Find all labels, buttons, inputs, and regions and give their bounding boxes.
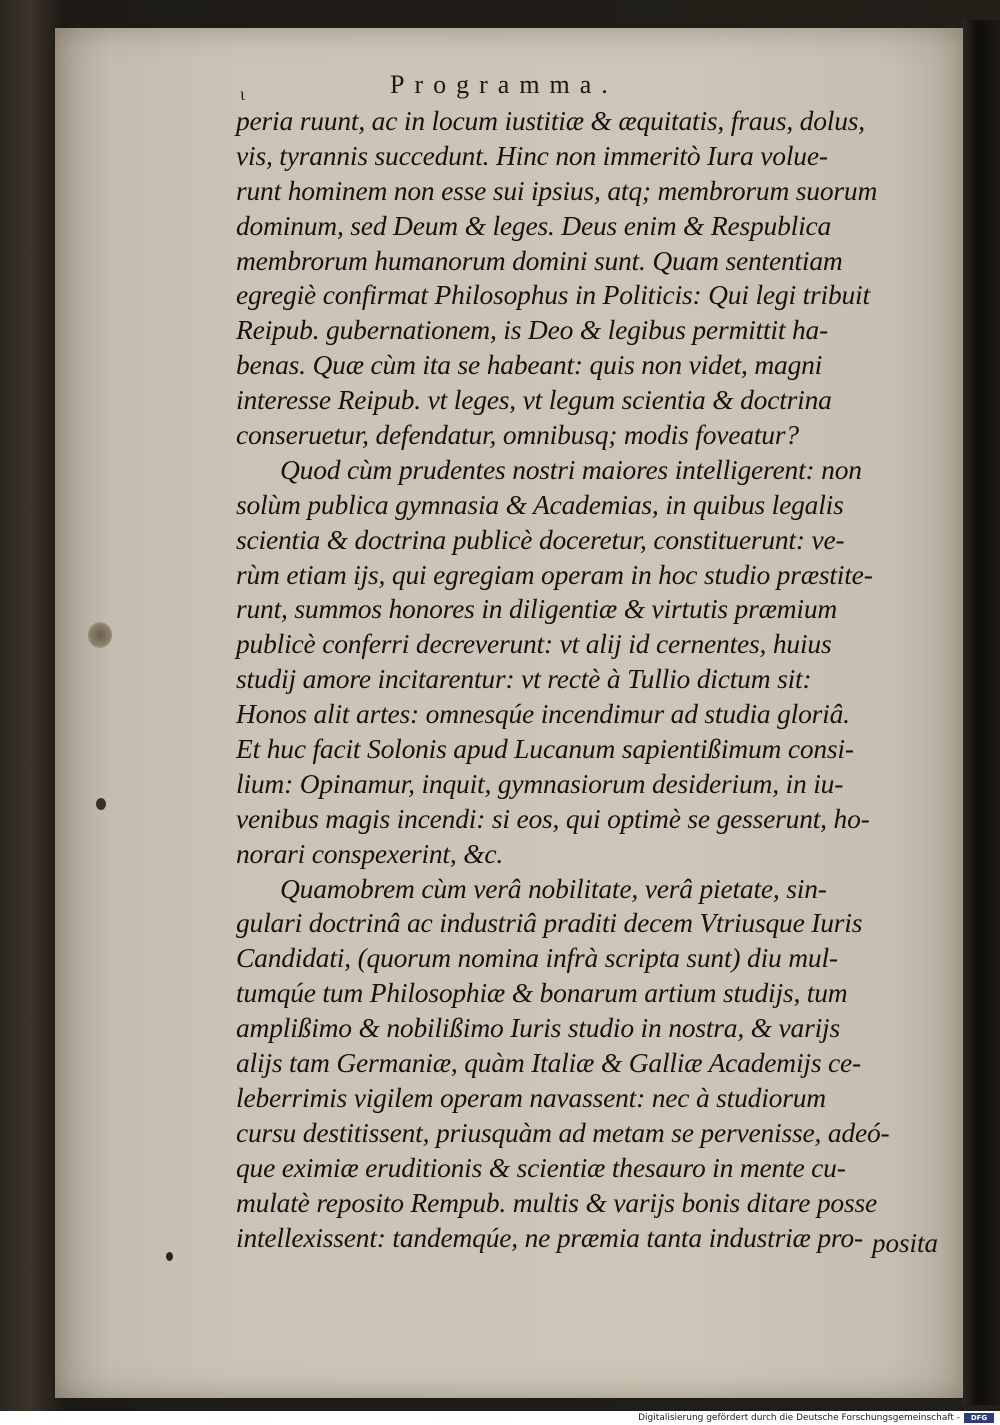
catchword: posita	[872, 1228, 939, 1258]
text-line: cursu destitissent, priusquàm ad metam se pervenisse, adeó-	[236, 1116, 890, 1148]
text-line: runt hominem non esse sui ipsius, atq; membrorum suorum	[236, 174, 878, 206]
text-line: Reipub. gubernationem, is Deo & legibus permittit ha-	[236, 314, 829, 346]
text-line: alijs tam Germaniæ, quàm Italiæ & Galliæ Academijs ce-	[236, 1047, 861, 1079]
text-line: Et huc facit Solonis apud Lucanum sapientißimum consi-	[236, 733, 854, 765]
text-line: Honos alit artes: omnesqúe incendimur ad studia gloriâ.	[236, 698, 850, 730]
funding-credit: Digitalisierung gefördert durch die Deutsche Forschungsgemeinschaft -	[638, 1413, 960, 1423]
book-gutter-edge	[963, 20, 1000, 1405]
text-line: mulatè reposito Rempub. multis & varijs bonis ditare posse	[236, 1186, 877, 1218]
text-line: membrorum humanorum domini sunt. Quam sententiam	[236, 244, 843, 276]
text-line: tumqúe tum Philosophiæ & bonarum artium studijs, tum	[236, 977, 848, 1009]
text-line: publicè conferri decreverunt: vt alij id cernentes, huius	[236, 628, 832, 660]
paper-stain	[88, 622, 112, 648]
text-line: rùm etiam ijs, qui egregiam operam in hoc studio præstite-	[236, 558, 873, 590]
margin-mark: ɩ	[240, 84, 245, 104]
text-line: norari conspexerint, &c.	[236, 837, 504, 869]
text-line: conseruetur, defendatur, omnibusq; modis foveatur?	[236, 419, 799, 451]
text-line: Quamobrem cùm verâ nobilitate, verâ pietate, sin-	[280, 872, 827, 904]
text-line: Quod cùm prudentes nostri maiores intelligerent: non	[280, 453, 862, 485]
text-line: egregiè confirmat Philosophus in Politicis: Qui legi tribuit	[236, 279, 870, 311]
body-text	[236, 104, 936, 1255]
text-line: lium: Opinamur, inquit, gymnasiorum desiderium, in iu-	[236, 767, 844, 799]
dfg-logo: DFG	[964, 1413, 994, 1423]
text-line: intellexissent: tandemqúe, ne præmia tanta industriæ pro-	[236, 1221, 863, 1253]
text-line: leberrimis vigilem operam navassent: nec à studiorum	[236, 1081, 826, 1113]
text-line: venibus magis incendi: si eos, qui optimè se gesserunt, ho-	[236, 802, 870, 834]
text-line: Candidati, (quorum nomina infrà scripta sunt) diu mul-	[236, 942, 838, 974]
text-line: interesse Reipub. vt leges, vt legum scientia & doctrina	[236, 384, 832, 416]
text-line: dominum, sed Deum & leges. Deus enim & Respublica	[236, 209, 832, 241]
running-head: Programma.	[390, 70, 618, 99]
paper-stain	[166, 1252, 173, 1261]
text-line: benas. Quæ cùm ita se habeant: quis non videt, magni	[236, 349, 823, 381]
text-line: solùm publica gymnasia & Academias, in quibus legalis	[236, 488, 844, 520]
footer-bar	[0, 1411, 1000, 1425]
text-line: scientia & doctrina publicè doceretur, constituerunt: ve-	[236, 523, 845, 555]
text-line: amplißimo & nobilißimo Iuris studio in nostra, & varijs	[236, 1012, 840, 1044]
text-line: que eximiæ eruditionis & scientiæ thesauro in mente cu-	[236, 1151, 846, 1183]
text-line: runt, summos honores in diligentiæ & virtutis præmium	[236, 593, 838, 625]
text-line: vis, tyrannis succedunt. Hinc non immeritò Iura volue-	[236, 139, 828, 171]
paper-stain	[96, 798, 106, 810]
text-line: studij amore incitarentur: vt rectè à Tullio dictum sit:	[236, 663, 812, 695]
text-line: gulari doctrinâ ac industriâ praditi decem Vtriusque Iuris	[236, 907, 863, 939]
text-line: peria ruunt, ac in locum iustitiæ & æquitatis, fraus, dolus,	[236, 105, 865, 136]
